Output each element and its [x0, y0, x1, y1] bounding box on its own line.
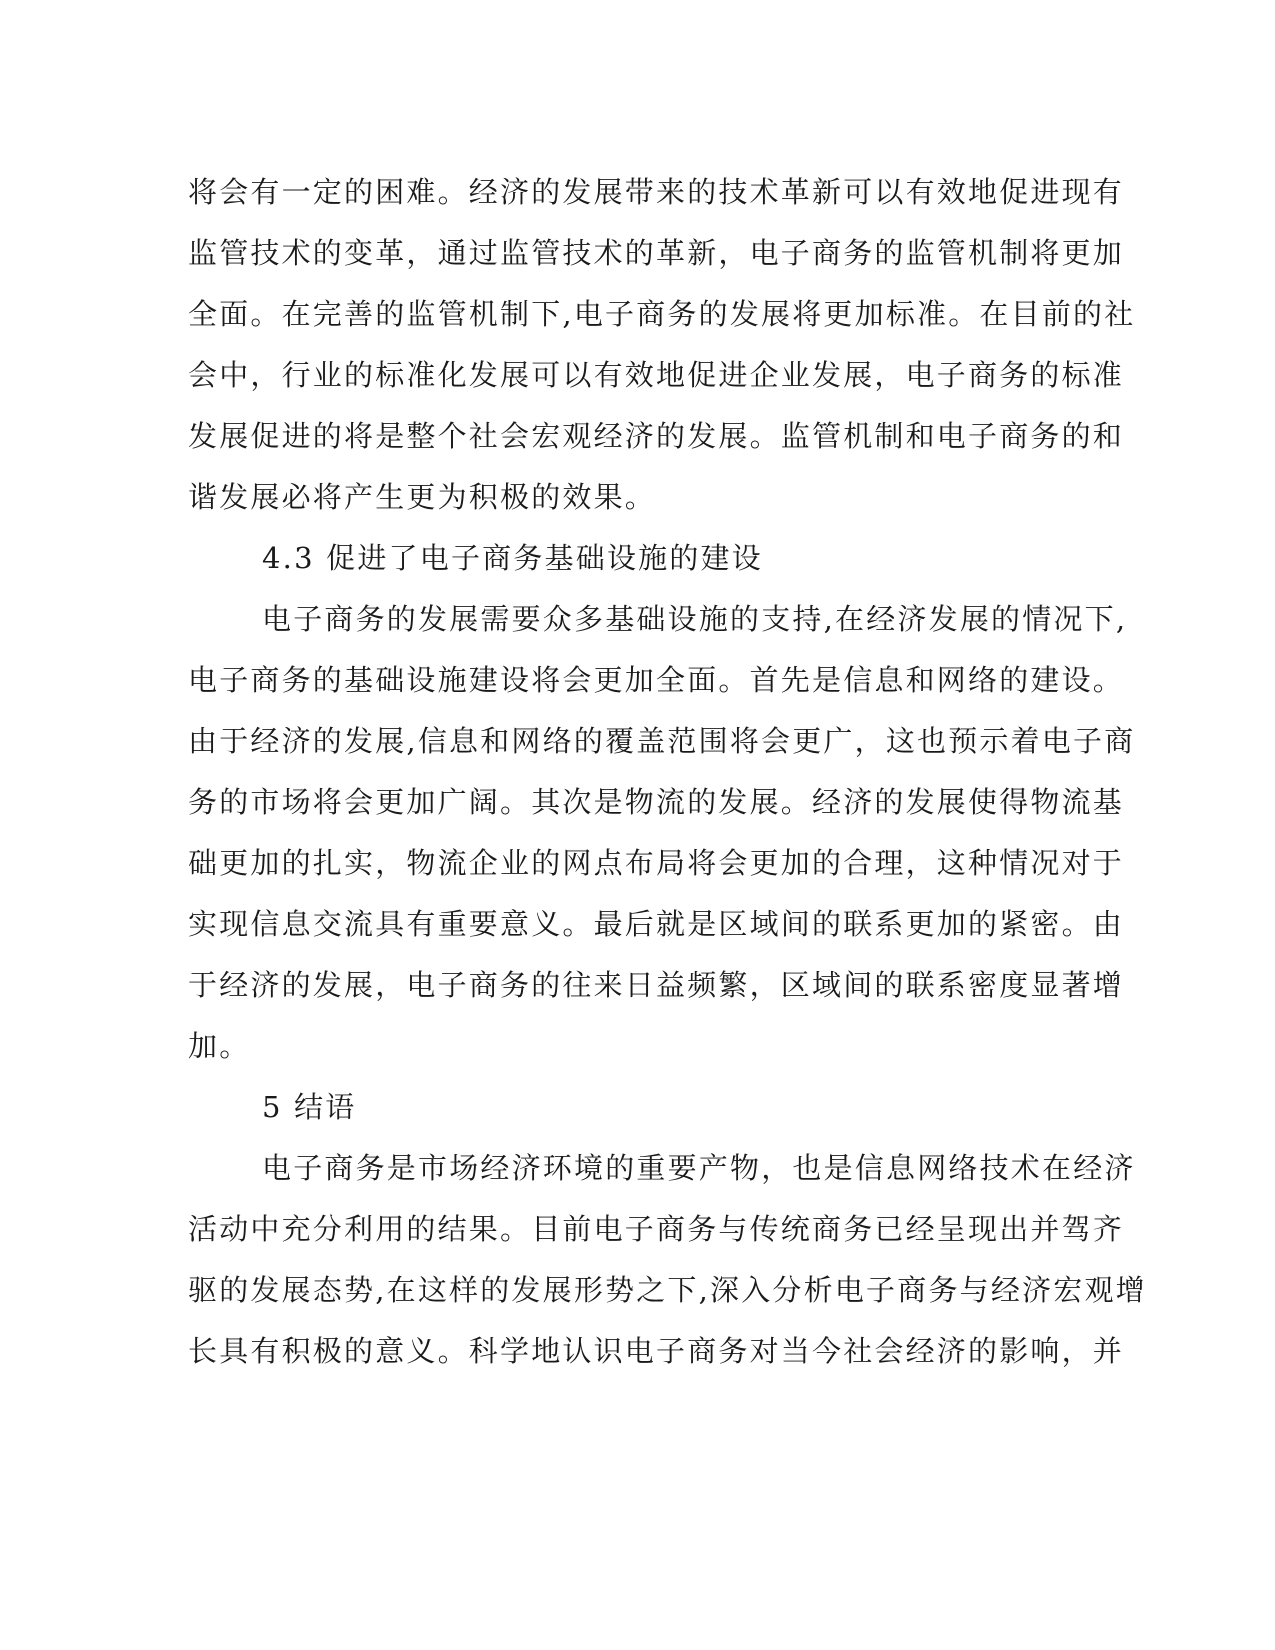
paragraph-line: 电子商务的发展需要众多基础设施的支持,在经济发展的情况下,	[262, 602, 1128, 636]
paragraph-line: 谐发展必将产生更为积极的效果。	[188, 480, 657, 514]
paragraph-line: 电子商务的基础设施建设将会更加全面。首先是信息和网络的建设。	[188, 663, 1125, 697]
paragraph-line: 将会有一定的困难。经济的发展带来的技术革新可以有效地促进现有	[188, 175, 1125, 209]
paragraph-line: 驱的发展态势,在这样的发展形势之下,深入分析电子商务与经济宏观增	[188, 1273, 1147, 1307]
paragraph-line: 实现信息交流具有重要意义。最后就是区域间的联系更加的紧密。由	[188, 907, 1125, 941]
document-body	[188, 162, 1147, 1382]
paragraph-line: 础更加的扎实，物流企业的网点布局将会更加的合理，这种情况对于	[188, 846, 1125, 880]
paragraph-line: 加。	[188, 1029, 251, 1063]
paragraph-line: 由于经济的发展,信息和网络的覆盖范围将会更广，这也预示着电子商	[188, 724, 1136, 758]
paragraph-line: 于经济的发展，电子商务的往来日益频繁，区域间的联系密度显著增	[188, 968, 1125, 1002]
paragraph-line: 长具有积极的意义。科学地认识电子商务对当今社会经济的影响，并	[188, 1334, 1125, 1368]
paragraph-line: 务的市场将会更加广阔。其次是物流的发展。经济的发展使得物流基	[188, 785, 1125, 819]
paragraph-line: 全面。在完善的监管机制下,电子商务的发展将更加标准。在目前的社	[188, 297, 1136, 331]
section-heading-5: 5 结语	[262, 1090, 357, 1124]
section-heading-4-3: 4.3 促进了电子商务基础设施的建设	[262, 541, 763, 575]
paragraph-line: 会中，行业的标准化发展可以有效地促进企业发展，电子商务的标准	[188, 358, 1125, 392]
paragraph-line: 监管技术的变革，通过监管技术的革新，电子商务的监管机制将更加	[188, 236, 1125, 270]
paragraph-line: 电子商务是市场经济环境的重要产物，也是信息网络技术在经济	[262, 1151, 1136, 1185]
paragraph-line: 发展促进的将是整个社会宏观经济的发展。监管机制和电子商务的和	[188, 419, 1125, 453]
paragraph-line: 活动中充分利用的结果。目前电子商务与传统商务已经呈现出并驾齐	[188, 1212, 1125, 1246]
